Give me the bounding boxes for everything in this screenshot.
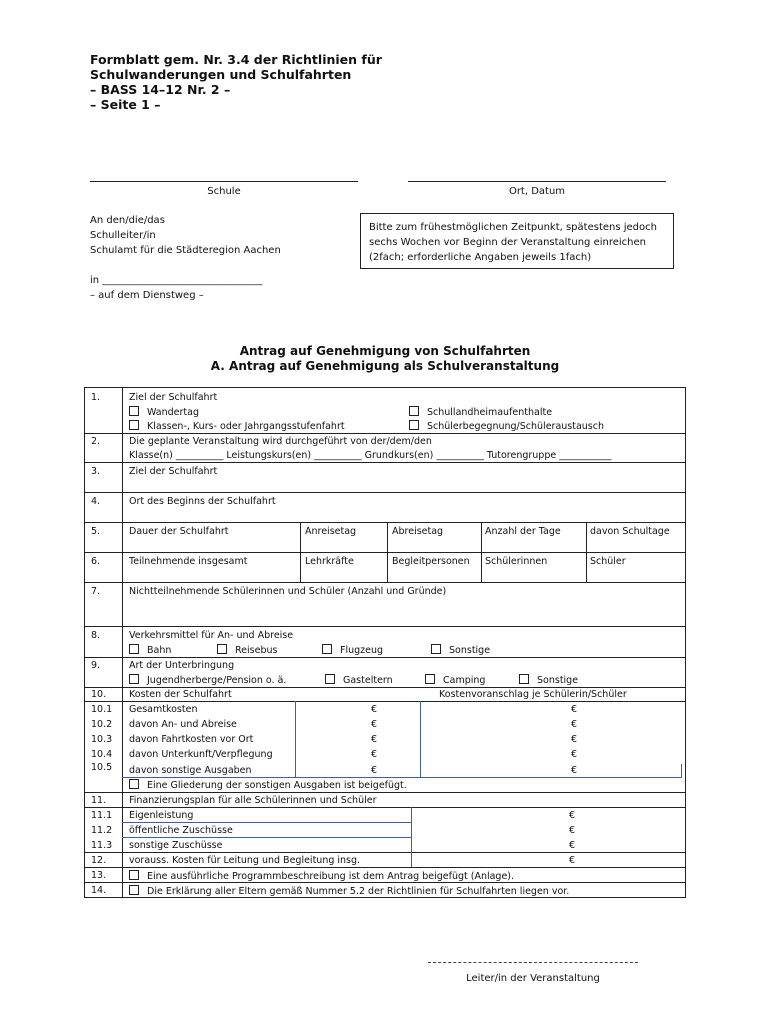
ort-datum-line: [408, 181, 666, 182]
checkbox[interactable]: [129, 644, 139, 654]
row-number: 14.: [91, 885, 107, 896]
kostenvoranschlag-label: Kostenvoranschlag je Schülerin/Schüler: [439, 689, 627, 700]
checkbox[interactable]: [217, 644, 227, 654]
option-bahn[interactable]: Bahn: [129, 644, 171, 657]
euro-sign: €: [371, 719, 378, 730]
kosten-label: Kosten der Schulfahrt: [129, 689, 232, 700]
euro-sign: €: [571, 765, 578, 776]
checkbox[interactable]: [129, 885, 139, 895]
schueler-label: Schüler: [590, 556, 626, 567]
checkbox[interactable]: [129, 674, 139, 684]
row-number: 11.: [91, 795, 107, 806]
address-line: Schulleiter/in: [90, 230, 156, 241]
euro-sign: €: [571, 719, 578, 730]
checkbox[interactable]: [425, 674, 435, 684]
row-number: 10.3: [91, 734, 113, 745]
durchfuehrung-fields[interactable]: Klasse(n) __________ Leistungskurs(en) __________ Grundkurs(en) __________ Tutorengruppe ___________: [129, 450, 612, 461]
row-number: 10.: [91, 689, 107, 700]
option-sonstige-verkehr[interactable]: Sonstige: [431, 644, 490, 657]
form-title: [90, 52, 382, 112]
option-flugzeug[interactable]: Flugzeug: [322, 644, 383, 657]
title-line: Formblatt gem. Nr. 3.4 der Richtlinien für: [90, 52, 382, 67]
euro-sign: €: [571, 734, 578, 745]
address-line: An den/die/das: [90, 215, 165, 226]
euro-sign: €: [371, 765, 378, 776]
title-line: – BASS 14–12 Nr. 2 –: [90, 82, 231, 97]
row-number: 3.: [91, 466, 101, 477]
row-number: 13.: [91, 870, 107, 881]
leitung-kosten-label: vorauss. Kosten für Leitung und Begleitung insg.: [129, 855, 361, 866]
title-line: Schulwanderungen und Schulfahrten: [90, 67, 352, 82]
verkehrsmittel-label: Verkehrsmittel für An- und Abreise: [129, 630, 294, 641]
signature-label: Leiter/in der Veranstaltung: [466, 973, 600, 984]
schultage-label: davon Schultage: [590, 526, 670, 537]
application-form: [84, 387, 686, 898]
note-line: (2fach; erforderliche Angaben jeweils 1fach): [369, 252, 592, 263]
euro-sign: €: [371, 704, 378, 715]
row-number: 9.: [91, 660, 101, 671]
title-line: – Seite 1 –: [90, 97, 161, 112]
oeffentliche-zuschuesse-label: öffentliche Zuschüsse: [129, 825, 233, 836]
option-gasteltern[interactable]: Gasteltern: [325, 674, 393, 687]
elternerklaerung-option[interactable]: Die Erklärung aller Eltern gemäß Nummer 5.2 der Richtlinien für Schulfahrten liegen vor.: [129, 885, 569, 898]
lehrkraefte-label: Lehrkräfte: [305, 556, 354, 567]
schule-line: [90, 181, 358, 182]
schule-label: Schule: [207, 186, 241, 197]
option-reisebus[interactable]: Reisebus: [217, 644, 277, 657]
row-number: 12.: [91, 855, 107, 866]
option-jugendherberge[interactable]: Jugendherberge/Pension o. ä.: [129, 674, 286, 687]
option-schullandheim[interactable]: Schullandheimaufenthalte: [409, 406, 552, 419]
anzahl-tage-label: Anzahl der Tage: [485, 526, 561, 537]
row-number: 8.: [91, 630, 101, 641]
checkbox[interactable]: [519, 674, 529, 684]
row-number: 1.: [91, 392, 101, 403]
row-number: 11.2: [91, 825, 113, 836]
euro-sign: €: [569, 810, 576, 821]
euro-sign: €: [569, 840, 576, 851]
option-wandertag[interactable]: Wandertag: [129, 406, 199, 419]
submission-note-box: [360, 213, 674, 269]
note-line: Bitte zum frühestmöglichen Zeitpunkt, spätestens jedoch: [369, 222, 657, 233]
euro-sign: €: [569, 825, 576, 836]
dauer-label: Dauer der Schulfahrt: [129, 526, 229, 537]
nichtteilnehmende-label: Nichtteilnehmende Schülerinnen und Schüler (Anzahl und Gründe): [129, 586, 447, 597]
anreisetag-label: Anreisetag: [305, 526, 357, 537]
checkbox[interactable]: [129, 870, 139, 880]
abreisetag-label: Abreisetag: [392, 526, 444, 537]
ort-beginn-label: Ort des Beginns der Schulfahrt: [129, 496, 276, 507]
signature-line[interactable]: [428, 962, 638, 963]
heading-main: Antrag auf Genehmigung von Schulfahrten: [239, 344, 531, 358]
checkbox[interactable]: [325, 674, 335, 684]
euro-sign: €: [571, 704, 578, 715]
begleitpersonen-label: Begleitpersonen: [392, 556, 470, 567]
row-number: 2.: [91, 436, 101, 447]
row-number: 10.1: [91, 704, 113, 715]
address-in-line: in ________________________________: [90, 275, 263, 286]
row-number: 11.3: [91, 840, 113, 851]
eigenleistung-label: Eigenleistung: [129, 810, 194, 821]
euro-sign: €: [569, 855, 576, 866]
anreise-kosten-label: davon An- und Abreise: [129, 719, 237, 730]
recipient-address: [90, 213, 281, 303]
euro-sign: €: [571, 749, 578, 760]
sonstige-zuschuesse-label: sonstige Zuschüsse: [129, 840, 223, 851]
durchfuehrung-label: Die geplante Veranstaltung wird durchgeführt von der/dem/den: [129, 436, 432, 447]
programmbeschreibung-option[interactable]: Eine ausführliche Programmbeschreibung ist dem Antrag beigefügt (Anlage).: [129, 870, 514, 883]
finanzierungsplan-label: Finanzierungsplan für alle Schülerinnen und Schüler: [129, 795, 377, 806]
checkbox[interactable]: [409, 406, 419, 416]
checkbox[interactable]: [129, 420, 139, 430]
fahrtkosten-label: davon Fahrtkosten vor Ort: [129, 734, 254, 745]
checkbox[interactable]: [431, 644, 441, 654]
schuelerinnen-label: Schülerinnen: [485, 556, 548, 567]
row-number: 10.4: [91, 749, 113, 760]
gesamtkosten-label: Gesamtkosten: [129, 704, 198, 715]
ziel-field-label: Ziel der Schulfahrt: [129, 466, 218, 477]
ziel-label: Ziel der Schulfahrt: [129, 392, 218, 403]
ort-datum-label: Ort, Datum: [508, 186, 566, 197]
option-sonstige-unterbringung[interactable]: Sonstige: [519, 674, 578, 687]
note-line: sechs Wochen vor Beginn der Veranstaltung einreichen: [369, 237, 646, 248]
option-schuelerbegegnung[interactable]: Schülerbegegnung/Schüleraustausch: [409, 420, 604, 433]
checkbox[interactable]: [322, 644, 332, 654]
euro-sign: €: [371, 749, 378, 760]
row-number: 10.2: [91, 719, 113, 730]
checkbox[interactable]: [409, 420, 419, 430]
row-number: 7.: [91, 586, 101, 597]
row-number: 4.: [91, 496, 101, 507]
sonstige-ausgaben-label: davon sonstige Ausgaben: [129, 765, 252, 776]
address-line: Schulamt für die Städteregion Aachen: [90, 245, 281, 256]
row-number: 10.5: [91, 762, 113, 773]
euro-sign: €: [371, 734, 378, 745]
unterkunft-label: davon Unterkunft/Verpflegung: [129, 749, 273, 760]
heading-sub: A. Antrag auf Genehmigung als Schulveranstaltung: [210, 359, 560, 373]
option-camping[interactable]: Camping: [425, 674, 485, 687]
row-number: 11.1: [91, 810, 113, 821]
row-number: 5.: [91, 526, 101, 537]
dienstweg-note: – auf dem Dienstweg –: [90, 290, 204, 301]
gliederung-option[interactable]: Eine Gliederung der sonstigen Ausgaben ist beigefügt.: [129, 779, 407, 792]
row-number: 6.: [91, 556, 101, 567]
checkbox[interactable]: [129, 779, 139, 789]
unterbringung-label: Art der Unterbringung: [129, 660, 235, 671]
teilnehmende-label: Teilnehmende insgesamt: [129, 556, 248, 567]
checkbox[interactable]: [129, 406, 139, 416]
option-klassenfahrt[interactable]: Klassen-, Kurs- oder Jahrgangsstufenfahrt: [129, 420, 345, 433]
